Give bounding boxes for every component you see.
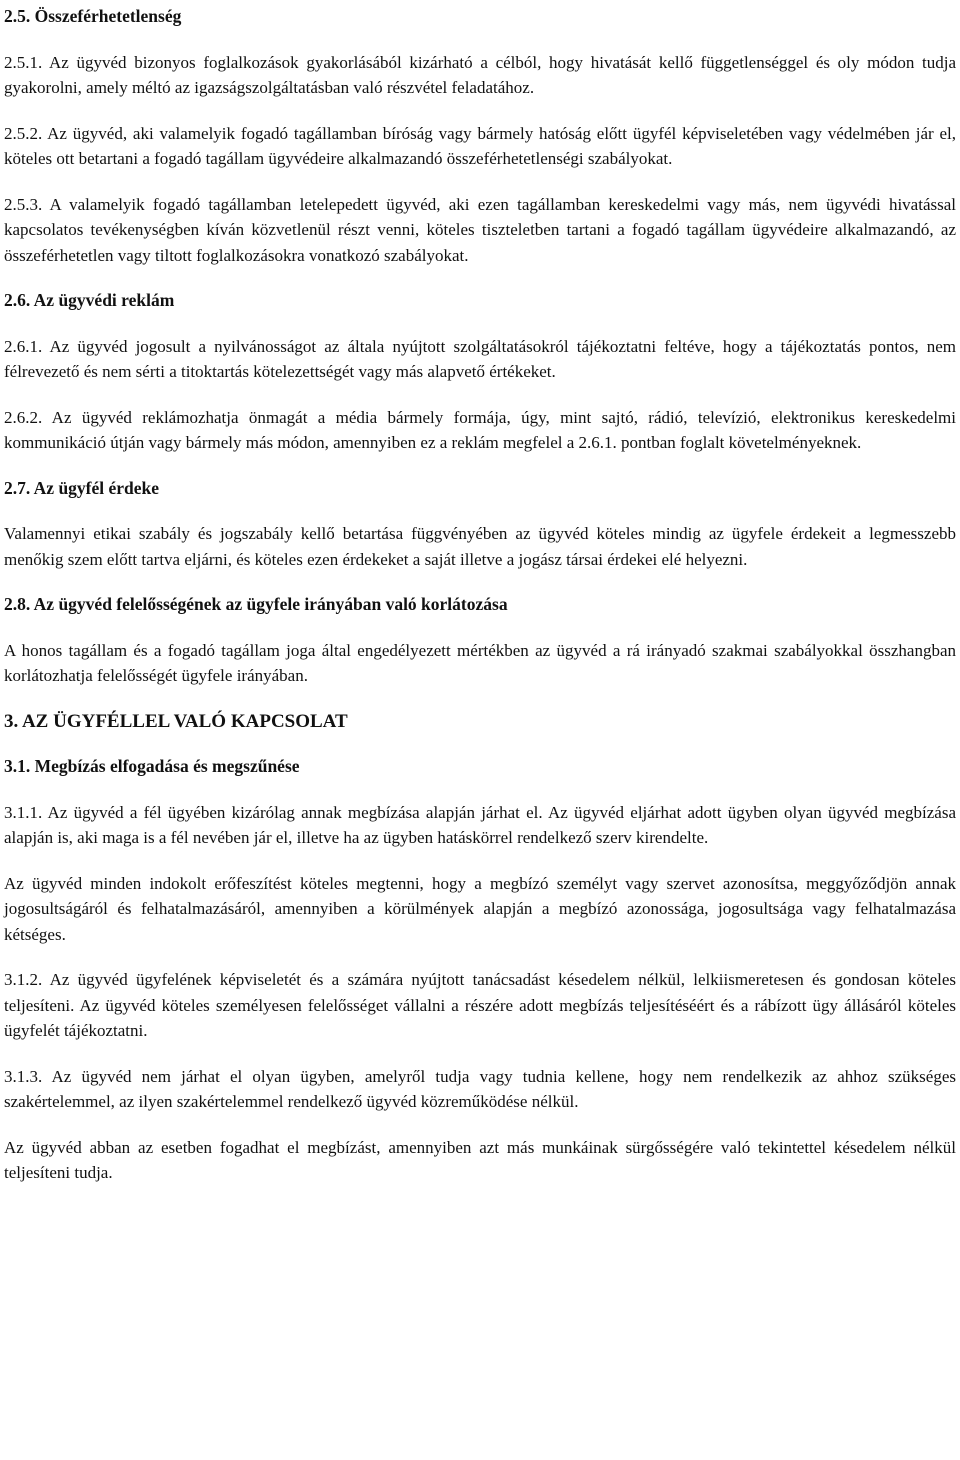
paragraph-3-1-1-continued: Az ügyvéd minden indokolt erőfeszítést köteles megtenni, hogy a megbízó személyt vagy szervet azonosítsa, meggyőződjön annak jogosultságáról és felhatalmazásáról, amennyiben a körülmények alapján a megbízó azonossága, jogosultsága vagy felhatalmazása kétséges. xyxy=(4,873,956,944)
paragraph-2-6-2: 2.6.2. Az ügyvéd reklámozhatja önmagát a média bármely formája, úgy, mint sajtó, rádió, televízió, elektronikus kereskedelmi kommunikáció útján vagy bármely más módon, amennyiben ez a reklám megfelel a 2.6.1. pontban foglalt követelményeknek. xyxy=(4,407,956,452)
paragraph-2-5-3: 2.5.3. A valamelyik fogadó tagállamban letelepedett ügyvéd, aki ezen tagállamban kereskedelmi vagy más, nem ügyvédi hivatással kapcsolatos tevékenységben kíván közvetlenül részt venni, köteles tiszteletben tartani a fogadó tagállam ügyvédeire alkalmazandó, az összeférhetetlen vagy tiltott foglalkozásokra vonatkozó szabályokat. xyxy=(4,194,956,265)
section-heading-2-7: 2.7. Az ügyfél érdeke xyxy=(4,477,160,498)
paragraph-3-1-3-continued: Az ügyvéd abban az esetben fogadhat el megbízást, amennyiben azt más munkáinak sürgősségére való tekintettel késedelem nélkül teljesíteni tudja. xyxy=(4,1137,956,1182)
section-heading-2-6: 2.6. Az ügyvédi reklám xyxy=(4,290,175,310)
paragraph-2-5-2: 2.5.2. Az ügyvéd, aki valamelyik fogadó tagállamban bíróság vagy bármely hatóság előtt ügyfél képviseletében vagy védelmében jár el, köteles ott betartani a fogadó tagállam ügyvédeire alkalmazandó összeférhetetlenségi szabályokat. xyxy=(4,123,956,168)
section-heading-2-8: 2.8. Az ügyvéd felelősségének az ügyfele irányában való korlátozása xyxy=(4,594,508,614)
paragraph-2-6-1: 2.6.1. Az ügyvéd jogosult a nyilvánosságot az általa nyújtott szolgáltatásokról tájékoztatni feltéve, hogy a tájékoztatás pontos, nem félrevezető és nem sérti a titoktartás kötelezettségét vagy más alapvető értékeket. xyxy=(4,336,956,381)
paragraph-2-7: Valamennyi etikai szabály és jogszabály kellő betartása függvényében az ügyvéd köteles mindig az ügyfele érdekeit a legmesszebb menőkig szem előtt tartva eljárni, és köteles ezen érdekeket a saját illetve a jogász társai érdekei elé helyezni. xyxy=(4,524,956,569)
section-heading-3-1: 3.1. Megbízás elfogadása és megszűnése xyxy=(4,756,300,776)
paragraph-3-1-1: 3.1.1. Az ügyvéd a fél ügyében kizárólag annak megbízása alapján járhat el. Az ügyvéd eljárhat adott ügyben olyan ügyvéd megbízása alapján is, aki maga is a fél nevében jár el, illetve ha az ügyben hatáskörrel rendelkező szerv kirendelte. xyxy=(4,802,956,847)
paragraph-2-5-1: 2.5.1. Az ügyvéd bizonyos foglalkozások gyakorlásából kizárható a célból, hogy hivatását kellő függetlenséggel és oly módon tudja gyakorolni, amely méltó az igazságszolgáltatásban való részvétel feladatához. xyxy=(4,52,956,97)
paragraph-2-8: A honos tagállam és a fogadó tagállam joga által engedélyezett mértékben az ügyvéd a rá irányadó szakmai szabályokkal összhangban korlátozhatja felelősségét ügyfele irányában. xyxy=(4,640,956,685)
section-heading-2-5: 2.5. Összeférhetetlenség xyxy=(4,6,182,26)
paragraph-3-1-2: 3.1.2. Az ügyvéd ügyfelének képviseletét és a számára nyújtott tanácsadást késedelem nélkül, lelkiismeretesen és gondosan köteles teljesíteni. Az ügyvéd köteles személyesen felelősséget vállalni a részére adott megbízás teljesítéséért és a rábízott ügy állásáról köteles ügyfelét tájékoztatni. xyxy=(4,970,956,1040)
paragraph-3-1-3: 3.1.3. Az ügyvéd nem járhat el olyan ügyben, amelyről tudja vagy tudnia kellene, hogy nem rendelkezik az ahhoz szükséges szakértelemmel, az ilyen szakértelemmel rendelkező ügyvéd közreműködése nélkül. xyxy=(4,1066,956,1111)
chapter-title-3: 3. AZ ÜGYFÉLLEL VALÓ KAPCSOLAT xyxy=(4,710,348,732)
